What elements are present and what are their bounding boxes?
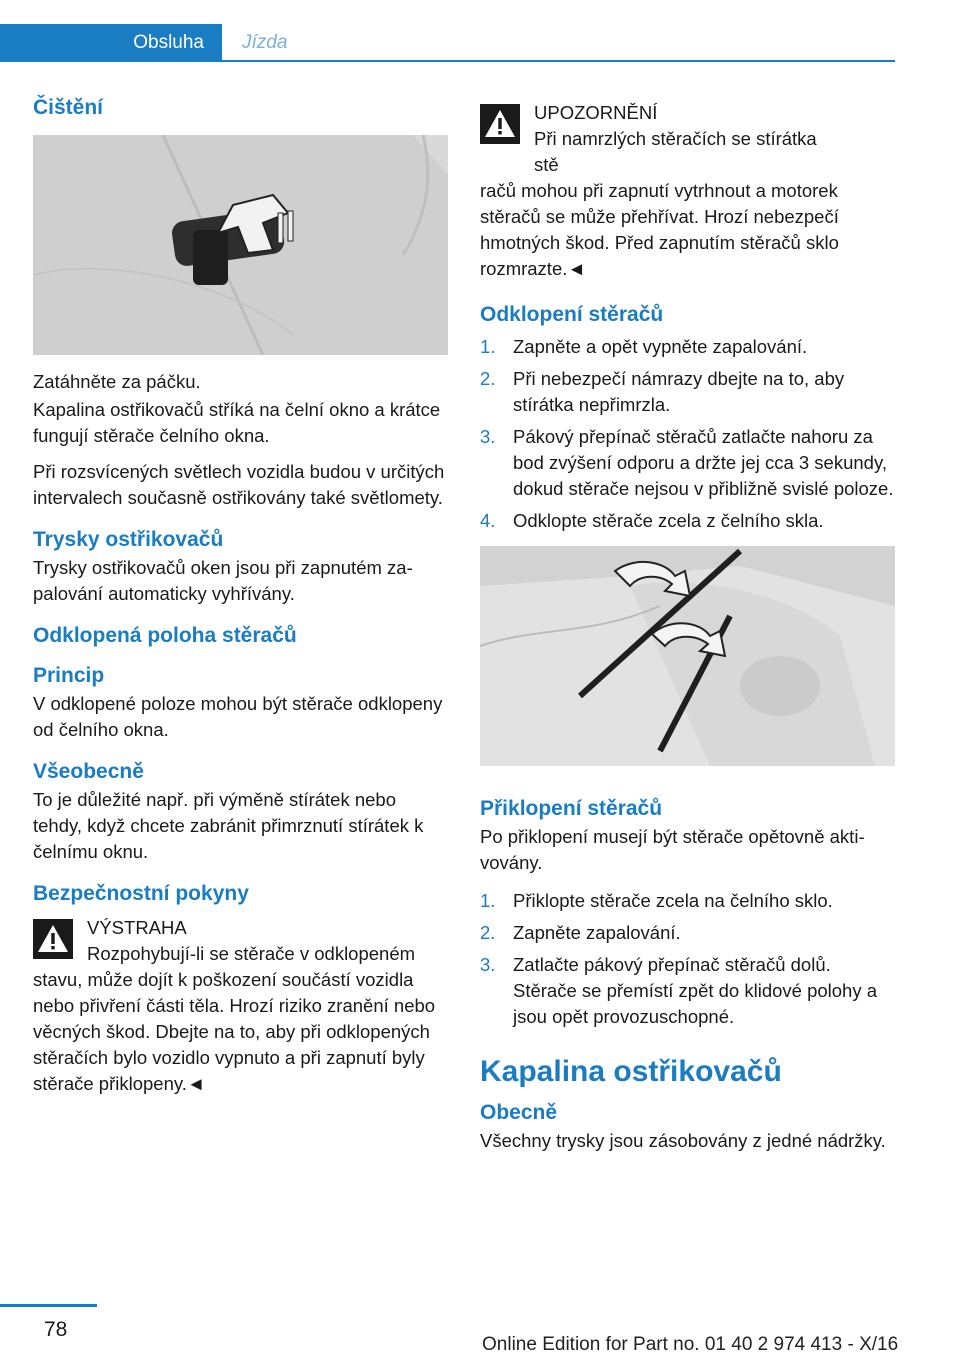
text-general: To je důležité např. při výměně stírátek nebo tehdy, když chcete zabránit přimrznutí stírátek k čelnímu oknu. (33, 789, 424, 862)
step-text: Přiklopte stěrače zcela na čelního sklo. (513, 890, 833, 911)
warning-line-1: Rozpohybují-li se stěrače v odklopeném (87, 943, 416, 964)
wipers-folded-illustration (480, 546, 895, 766)
footer-divider (0, 1304, 97, 1307)
heading-vseobecne: Všeobecně (33, 760, 144, 783)
left-column (33, 95, 448, 1097)
odklopeni-step (480, 424, 895, 502)
warning-triangle-icon (33, 919, 73, 959)
step-text: Zapněte a opět vypněte zapalování. (513, 336, 808, 357)
step-text: Pákový přepínač stěračů zatlačte nahoru za bod zvýšení odporu a držte jej cca 3 sekundy, dokud stěrače nejsou v přibližně svislé poloze. (513, 426, 894, 499)
text-single-reservoir: Všechny trysky jsou zásobovány z jedné nádržky. (480, 1130, 886, 1151)
heading-trysky: Trysky ostřikovačů (33, 528, 224, 551)
heading-priklopeni-steracu: Přiklopení stěračů (480, 797, 663, 820)
heading-odklopena-poloha: Odklopená poloha stěračů (33, 624, 297, 647)
text-reactivate: Po přiklopení musejí být stěrače opětovně aktivovány. (480, 826, 865, 873)
steps-priklopeni-list (480, 888, 895, 1030)
warning-triangle-icon (480, 104, 520, 144)
priklopeni-step (480, 920, 895, 946)
wipers-folded-image (480, 546, 895, 766)
odklopeni-step (480, 366, 895, 418)
steps-odklopeni-list (480, 334, 895, 534)
tab-jizda[interactable]: Jízda (242, 31, 288, 53)
step-text: Zatlačte pákový přepínač stěračů dolů. Stěrače se přemístí zpět do klidové polohy a jsou opět provozuschopné. (513, 954, 878, 1027)
warning-title: VÝSTRAHA (87, 917, 187, 938)
step-number: 3. (480, 954, 496, 975)
heading-princip: Princip (33, 664, 105, 687)
warning-text: stavu, může dojít k poškození součástí vozidla nebo přivření části těla. Hrozí riziko zranění nebo věcných škod. Dbejte na to, aby při odklopených stěračích bylo vozidlo vypnuto a při zapnutí byly stěrače přiklopeny.◄ (33, 969, 436, 1094)
page-number: 78 (44, 1318, 68, 1341)
wiper-lever-illustration (33, 135, 448, 355)
caution-line-1: Při namrzlých stěračích se stírátka stě (534, 128, 817, 175)
priklopeni-step (480, 888, 895, 914)
text-nozzles-heated: Trysky ostřikovačů oken jsou při zapnutém zapalování automaticky vyhřívány. (33, 557, 413, 604)
step-number: 1. (480, 890, 496, 911)
tab-obsluha[interactable]: Obsluha (0, 24, 222, 61)
step-number: 4. (480, 510, 496, 531)
caution-block (480, 100, 895, 282)
step-number: 3. (480, 426, 496, 447)
text-headlights-washed: Při rozsvícených světlech vozidla budou v určitých intervalech současně ostřikovány také světlomety. (33, 461, 445, 508)
warning-block (33, 915, 448, 1097)
footer-edition: Online Edition for Part no. 01 40 2 974 413 - X/16 (482, 1334, 899, 1355)
step-text: Zapněte zapalování. (513, 922, 681, 943)
text-pull-lever: Zatáhněte za páčku. (33, 371, 201, 392)
step-number: 1. (480, 336, 496, 357)
right-column (480, 100, 895, 1164)
text-principle: V odklopené poloze mohou být stěrače odklopeny od čelního okna. (33, 693, 443, 740)
priklopeni-step (480, 952, 895, 1030)
odklopeni-step (480, 334, 895, 360)
header-tabs (0, 24, 287, 62)
heading-obecne: Obecně (480, 1101, 558, 1124)
odklopeni-step (480, 508, 895, 534)
heading-cisteni: Čištění (33, 96, 104, 119)
step-text: Při nebezpečí námrazy dbejte na to, aby stírátka nepřimrzla. (513, 368, 845, 415)
step-number: 2. (480, 368, 496, 389)
heading-odklopeni-steracu: Odklopení stěračů (480, 303, 664, 326)
step-number: 2. (480, 922, 496, 943)
caution-title: UPOZORNĚNÍ (534, 102, 658, 123)
wiper-lever-image (33, 135, 448, 355)
step-text: Odklopte stěrače zcela z čelního skla. (513, 510, 824, 531)
heading-kapalina-ostrikovacu: Kapalina ostřikovačů (480, 1055, 782, 1088)
text-washer-spray: Kapalina ostřikovačů stříká na čelní okno a krátce fungují stěrače čelního okna. (33, 399, 441, 446)
caution-text: račů mohou při zapnutí vytrhnout a motorek stěračů se může přehřívat. Hrozí nebezpečí hmotných škod. Před zapnutím stěračů sklo rozmrazte.◄ (480, 180, 839, 279)
heading-bezpecnostni-pokyny: Bezpečnostní pokyny (33, 882, 249, 905)
header-divider (0, 60, 895, 62)
